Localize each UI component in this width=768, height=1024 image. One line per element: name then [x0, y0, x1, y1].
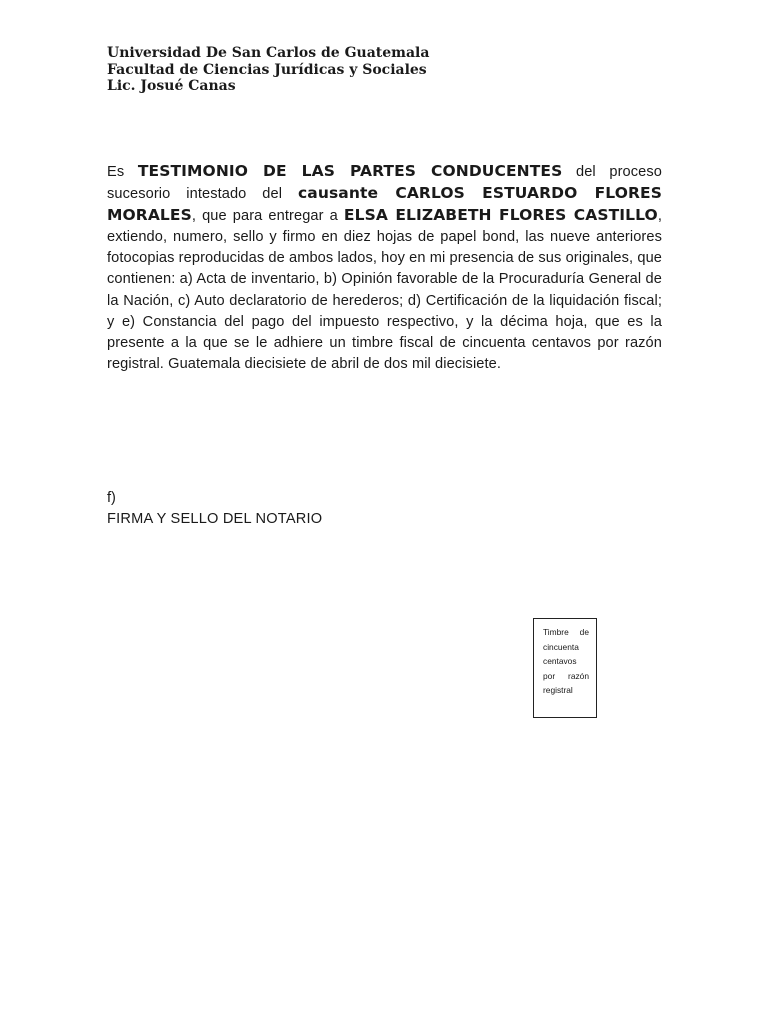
- paragraph-text: , que para entregar a: [191, 208, 344, 225]
- stamp-box: [533, 618, 597, 718]
- document-header: [107, 45, 429, 95]
- paragraph-text: del proceso sucesorio intestado del: [107, 164, 662, 203]
- testimony-paragraph: [107, 161, 662, 375]
- signature-label: FIRMA Y SELLO DEL NOTARIO: [107, 511, 323, 527]
- paragraph-emphasis: causante CARLOS ESTUARDO FLORES MORALES: [107, 184, 662, 225]
- paragraph-emphasis: TESTIMONIO DE LAS PARTES CONDUCENTES: [137, 162, 563, 180]
- paragraph-text: Es: [107, 164, 138, 180]
- header-faculty: Facultad de Ciencias Jurídicas y Sociales: [107, 61, 427, 78]
- stamp-text: Timbre de cincuenta centavos por razón registral: [543, 627, 589, 696]
- signature-mark: f): [107, 490, 116, 506]
- header-attorney: Lic. Josué Canas: [107, 78, 236, 94]
- paragraph-emphasis: ELSA ELIZABETH FLORES CASTILLO: [343, 206, 658, 225]
- header-university: Universidad De San Carlos de Guatemala: [107, 45, 430, 61]
- paragraph-text: , extiendo, numero, sello y firmo en diez hojas de papel bond, las nueve anteriores fotocopias reproducidas de ambos lados, hoy en mi presencia de sus originales, que contienen: a) Acta de inventario, b) Opinión favorable de la Procuraduría General de la Nación, c) Auto declaratorio de herederos; d) Certificación de la liquidación fiscal; y e) Constancia del pago del impuesto respectivo, y la décima hoja, que es la presente a la que se le adhiere un timbre fiscal de cincuenta centavos por razón registral. Guatemala diecisiete de abril de dos mil diecisiete.: [107, 208, 662, 372]
